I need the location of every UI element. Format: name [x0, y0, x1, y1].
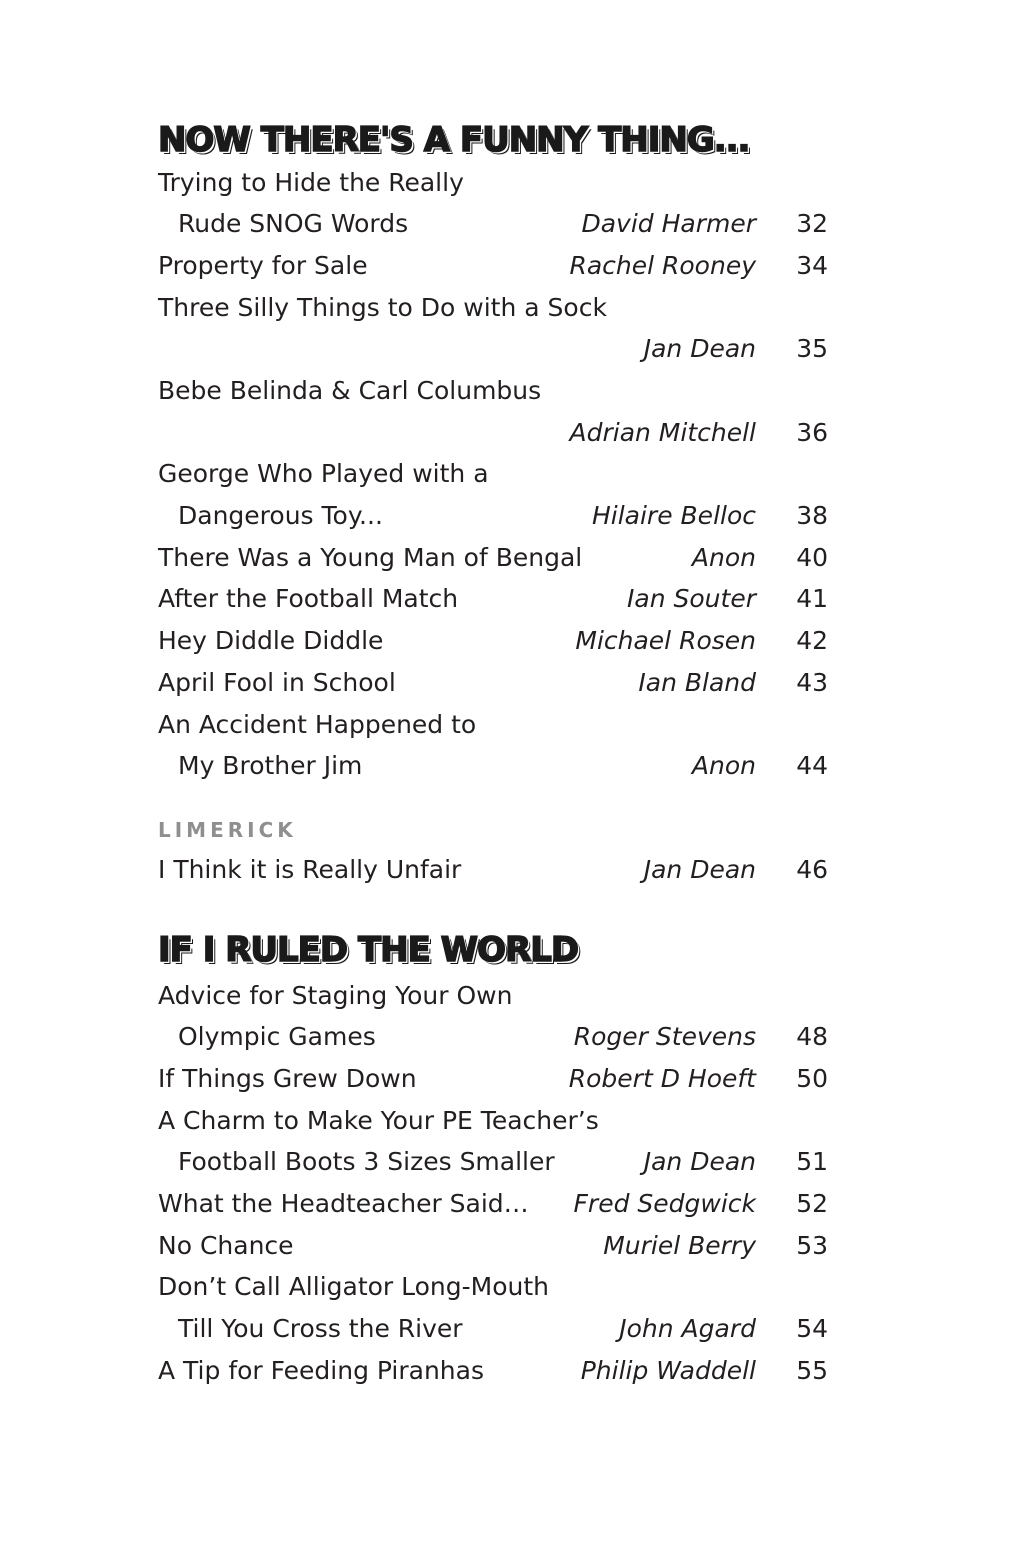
page-number: 43: [796, 668, 828, 697]
poem-title: Advice for Staging Your Own: [158, 981, 513, 1010]
page-number: 54: [796, 1314, 828, 1343]
poem-title: My Brother Jim: [178, 751, 363, 780]
poem-title: Football Boots 3 Sizes Smaller: [178, 1147, 555, 1176]
page-number: 36: [796, 418, 828, 447]
poem-title: A Tip for Feeding Piranhas: [158, 1356, 484, 1385]
toc-line: [158, 1308, 828, 1350]
toc-line: [158, 662, 828, 704]
toc-line: [158, 328, 828, 370]
poem-author: Rachel Rooney: [569, 251, 756, 280]
subsection-label-limerick: LIMERICK: [158, 818, 297, 842]
poem-author: Hilaire Belloc: [591, 501, 756, 530]
poem-title: A Charm to Make Your PE Teacher’s: [158, 1106, 599, 1135]
poem-title: Property for Sale: [158, 251, 368, 280]
poem-title: No Chance: [158, 1231, 294, 1260]
page-number: 53: [796, 1231, 828, 1260]
toc-line: [158, 1016, 828, 1058]
section-heading-funny-thing: NOW THERE'S A FUNNY THING...: [158, 120, 750, 160]
poem-title: Three Silly Things to Do with a Sock: [158, 293, 607, 322]
page-number: 55: [796, 1356, 828, 1385]
poem-title: Hey Diddle Diddle: [158, 626, 384, 655]
page-number: 41: [796, 584, 828, 613]
toc-line: [158, 162, 828, 204]
poem-author: Roger Stevens: [573, 1022, 756, 1051]
toc-line: [158, 1183, 828, 1225]
poem-author: Michael Rosen: [575, 626, 756, 655]
poem-author: David Harmer: [581, 209, 756, 238]
toc-line: [158, 704, 828, 746]
poem-author: Ian Souter: [627, 584, 756, 613]
page-number: 32: [796, 209, 828, 238]
toc-line: [158, 1225, 828, 1267]
toc-line: [158, 1100, 828, 1142]
poem-title: Till You Cross the River: [178, 1314, 463, 1343]
poem-title: Olympic Games: [178, 1022, 376, 1051]
poem-author: Jan Dean: [643, 334, 756, 363]
page-number: 35: [796, 334, 828, 363]
toc-line: [158, 975, 828, 1017]
poem-title: April Fool in School: [158, 668, 396, 697]
poem-author: Ian Bland: [638, 668, 756, 697]
toc-line: [158, 1266, 828, 1308]
poem-title: Trying to Hide the Really: [158, 168, 464, 197]
poem-author: Anon: [691, 751, 756, 780]
toc-line: [158, 203, 828, 245]
page-number: 34: [796, 251, 828, 280]
poem-author: Adrian Mitchell: [569, 418, 756, 447]
poem-title: An Accident Happened to: [158, 710, 477, 739]
poem-title: If Things Grew Down: [158, 1064, 417, 1093]
poem-author: Philip Waddell: [580, 1356, 756, 1385]
poem-title: Dangerous Toy...: [178, 501, 383, 530]
poem-title: Rude SNOG Words: [178, 209, 409, 238]
toc-line: [158, 849, 828, 891]
poem-author: Jan Dean: [643, 855, 756, 884]
contents-page: [158, 0, 838, 1560]
poem-author: Robert D Hoeft: [568, 1064, 756, 1093]
poem-title: George Who Played with a: [158, 459, 489, 488]
poem-author: Fred Sedgwick: [573, 1189, 756, 1218]
toc-line: [158, 370, 828, 412]
poem-author: Muriel Berry: [603, 1231, 756, 1260]
poem-author: John Agard: [619, 1314, 756, 1343]
poem-author: Anon: [691, 543, 756, 572]
page-number: 48: [796, 1022, 828, 1051]
toc-line: [158, 1350, 828, 1392]
toc-line: [158, 412, 828, 454]
page-number: 42: [796, 626, 828, 655]
toc-line: [158, 578, 828, 620]
page-number: 40: [796, 543, 828, 572]
toc-line: [158, 495, 828, 537]
page-number: 51: [796, 1147, 828, 1176]
toc-line: [158, 287, 828, 329]
toc-line: [158, 245, 828, 287]
section-heading-ruled-the-world: IF I RULED THE WORLD: [158, 930, 579, 970]
page-number: 38: [796, 501, 828, 530]
toc-line: [158, 620, 828, 662]
toc-line: [158, 745, 828, 787]
toc-line: [158, 453, 828, 495]
poem-title: Don’t Call Alligator Long-Mouth: [158, 1272, 550, 1301]
page-number: 50: [796, 1064, 828, 1093]
page-number: 52: [796, 1189, 828, 1218]
poem-title: I Think it is Really Unfair: [158, 855, 462, 884]
page-number: 46: [796, 855, 828, 884]
poem-title: After the Football Match: [158, 584, 459, 613]
toc-line: [158, 1141, 828, 1183]
poem-author: Jan Dean: [643, 1147, 756, 1176]
toc-line: [158, 1058, 828, 1100]
poem-title: Bebe Belinda & Carl Columbus: [158, 376, 542, 405]
toc-line: [158, 537, 828, 579]
page-number: 44: [796, 751, 828, 780]
poem-title: There Was a Young Man of Bengal: [158, 543, 583, 572]
poem-title: What the Headteacher Said…: [158, 1189, 529, 1218]
